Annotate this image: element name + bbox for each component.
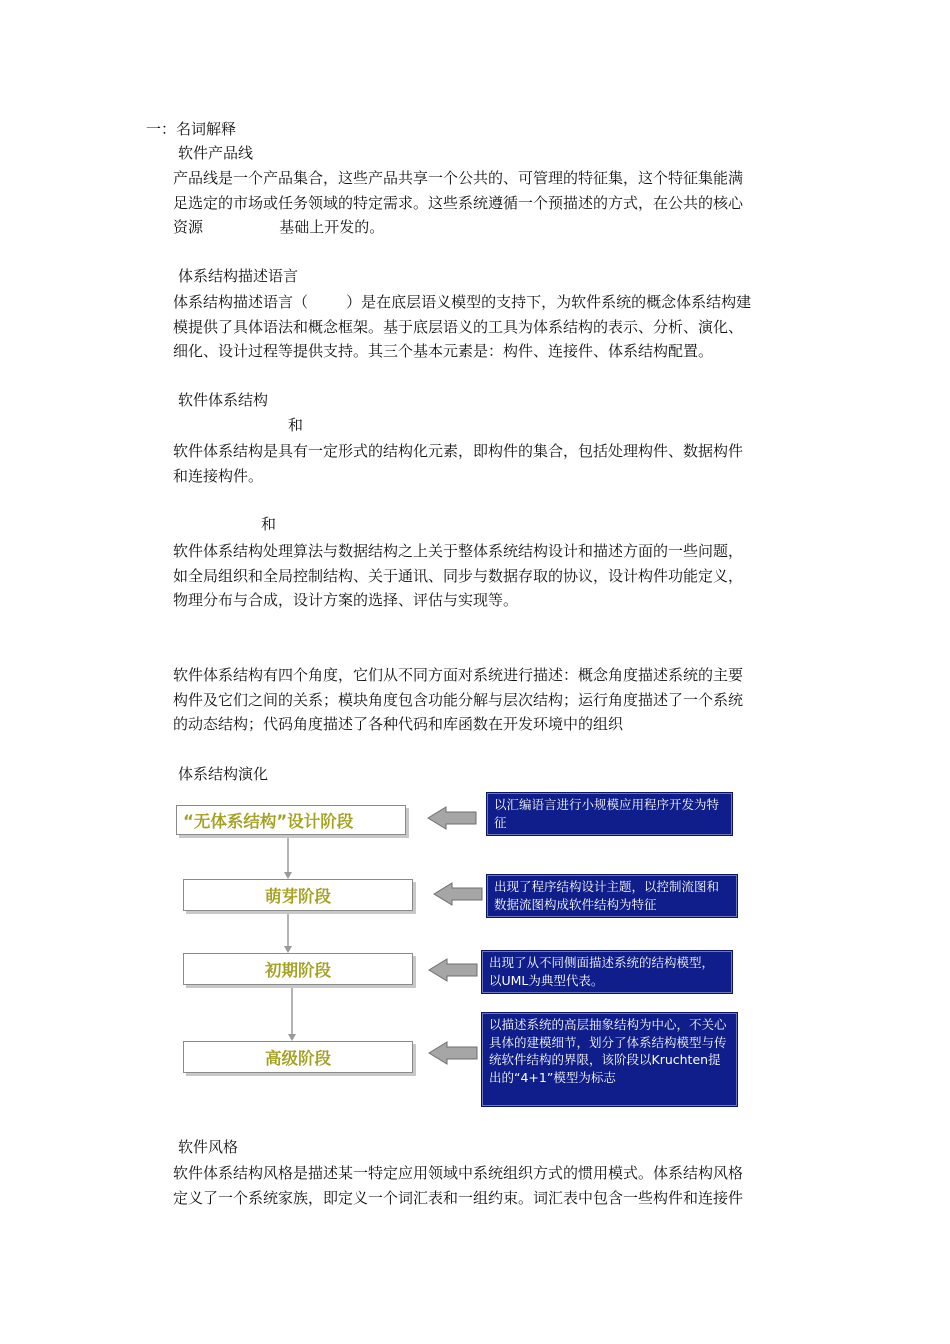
stage-no-architecture: “无体系结构”设计阶段 [176, 805, 406, 835]
stage-sprout: 萌芽阶段 [183, 879, 413, 911]
connector-arrowhead [284, 946, 292, 953]
section-title: 一：名词解释 [146, 120, 237, 138]
body-line: 定义了一个系统家族，即定义一个词汇表和一组约束。词汇表中包含一些构件和连接件 [173, 1188, 744, 1207]
body-line: 物理分布与合成，设计方案的选择、评估与实现等。 [173, 591, 519, 609]
body-line: 的动态结构；代码角度描述了各种代码和库函数在开发环境中的组织 [173, 715, 624, 733]
body-line: 软件体系结构有四个角度，它们从不同方面对系统进行描述：概念角度描述系统的主要 [173, 666, 744, 684]
body-line: 产品线是一个产品集合，这些产品共享一个公共的、可管理的特征集，这个特征集能满 [173, 169, 744, 187]
term-heading-evolution: 体系结构演化 [178, 765, 269, 783]
connector-arrowhead [288, 1034, 296, 1041]
left-arrow-icon [429, 959, 477, 981]
he-connector-text: 和 [288, 416, 304, 434]
body-line: 如全局组织和全局控制结构、关于通讯、同步与数据存取的协议，设计构件功能定义， [173, 566, 744, 585]
stage-initial: 初期阶段 [183, 953, 413, 985]
body-line: 软件体系结构风格是描述某一特定应用领域中系统组织方式的惯用模式。体系结构风格 [173, 1164, 744, 1182]
body-line: 细化、设计过程等提供支持。其三个基本元素是：构件、连接件、体系结构配置。 [173, 342, 714, 360]
term-heading-software-architecture: 软件体系结构 [178, 391, 269, 409]
body-line: 资源 基础上开发的。 [173, 218, 385, 236]
he-connector-text: 和 [261, 515, 277, 533]
body-line: 软件体系结构处理算法与数据结构之上关于整体系统结构设计和描述方面的一些问题， [173, 542, 744, 560]
term-heading-style: 软件风格 [178, 1138, 239, 1156]
left-arrow-icon [429, 1042, 477, 1064]
stage-description: 以汇编语言进行小规模应用程序开发为特征 [487, 793, 732, 835]
stage-description: 出现了程序结构设计主题，以控制流图和数据流图构成软件结构为特征 [487, 875, 737, 917]
term-heading-product-line: 软件产品线 [178, 144, 254, 162]
left-arrow-icon [434, 883, 482, 905]
stage-description: 以描述系统的高层抽象结构为中心，不关心具体的建模细节，划分了体系结构模型与传统软件结构的界限，该阶段以Kruchten提出的“4+1”模型为标志 [482, 1013, 737, 1106]
term-heading-adl: 体系结构描述语言 [178, 267, 299, 285]
body-line: 构件及它们之间的关系；模块角度包含功能分解与层次结构；运行角度描述了一个系统 [173, 690, 744, 709]
body-line: 软件体系结构是具有一定形式的结构化元素，即构件的集合，包括处理构件、数据构件 [173, 442, 744, 460]
body-line: 和连接构件。 [173, 466, 264, 485]
body-line: 足选定的市场或任务领域的特定需求。这些系统遵循一个预描述的方式，在公共的核心 [173, 193, 744, 212]
connector-arrowhead [284, 872, 292, 879]
stage-advanced: 高级阶段 [183, 1041, 413, 1073]
body-line: 体系结构描述语言（ ）是在底层语义模型的支持下，为软件系统的概念体系结构建 [173, 293, 752, 311]
stage-description: 出现了从不同侧面描述系统的结构模型，以UML为典型代表。 [482, 951, 732, 993]
term-body-style [173, 1161, 813, 1210]
body-line: 模提供了具体语法和概念框架。基于底层语义的工具为体系结构的表示、分析、演化、 [173, 317, 744, 336]
left-arrow-icon [428, 807, 476, 829]
